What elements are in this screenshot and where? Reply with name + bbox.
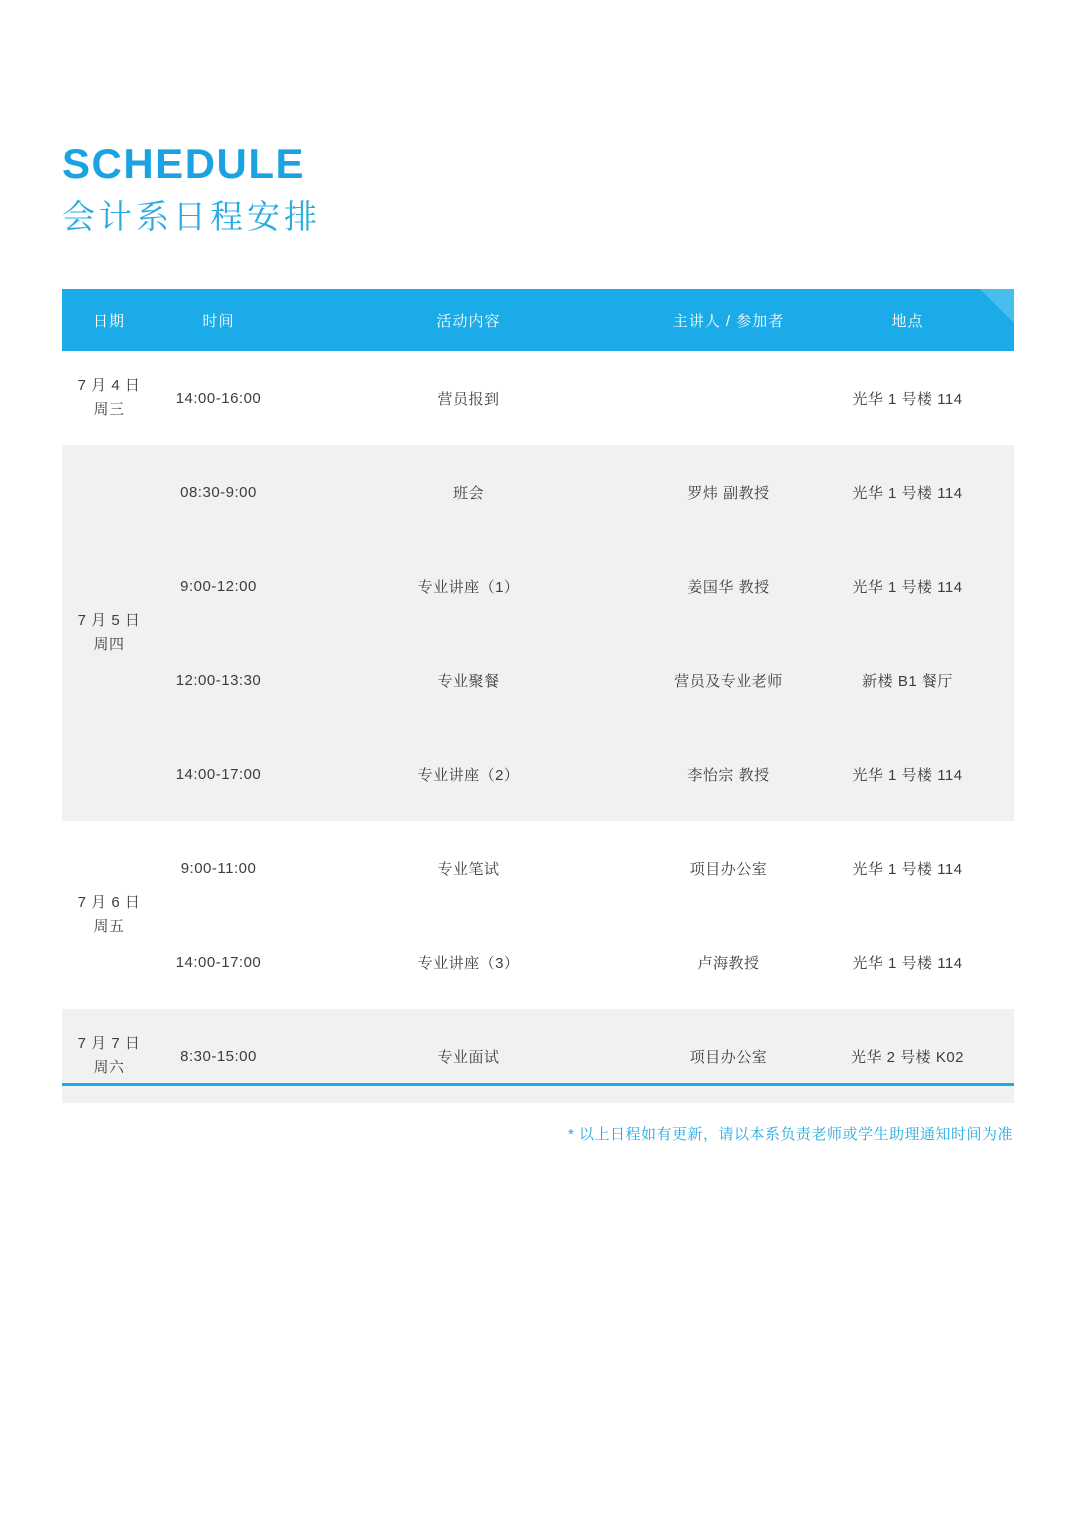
column-header-activity: 活动内容 [281,289,656,351]
table-body [62,351,1014,1103]
table-bottom-rule [62,1083,1014,1086]
table-header-row [62,289,1014,351]
cell-time: 14:00-17:00 [156,915,281,1009]
title-english: SCHEDULE [62,140,306,187]
cell-speaker: 营员及专业老师 [656,633,801,727]
column-header-location: 地点 [801,289,1014,351]
footnote: * 以上日程如有更新，请以本系负责老师或学生助理通知时间为准 [567,1126,1013,1143]
cell-activity: 专业讲座（3） [281,915,656,1009]
column-header-time: 时间 [156,289,281,351]
date-day: 7 月 6 日 [77,894,141,911]
table-row [62,1009,1014,1103]
cell-activity: 专业面试 [281,1009,656,1103]
date-weekday: 周五 [93,918,125,935]
date-day: 7 月 5 日 [77,612,141,629]
cell-time: 12:00-13:30 [156,633,281,727]
cell-speaker [656,351,801,445]
cell-location: 光华 1 号楼 114 [801,445,1014,539]
cell-date [62,445,156,821]
table-row [62,915,1014,1009]
table-row [62,351,1014,445]
cell-time: 9:00-11:00 [156,821,281,915]
cell-date [62,351,156,445]
cell-speaker: 项目办公室 [656,1009,801,1103]
date-day: 7 月 4 日 [77,377,141,394]
table-row [62,539,1014,633]
date-weekday: 周三 [93,401,125,418]
cell-location: 光华 1 号楼 114 [801,539,1014,633]
table-header [62,289,1014,351]
table-row [62,633,1014,727]
column-header-date: 日期 [62,289,156,351]
title-chinese: 会计系日程安排 [62,198,321,235]
cell-speaker: 姜国华 教授 [656,539,801,633]
date-day: 7 月 7 日 [77,1035,141,1052]
schedule-table [62,289,1014,1103]
cell-speaker: 罗炜 副教授 [656,445,801,539]
page-title [62,140,321,240]
cell-location: 光华 1 号楼 114 [801,915,1014,1009]
cell-date [62,821,156,1009]
date-weekday: 周六 [93,1059,125,1076]
cell-activity: 专业讲座（1） [281,539,656,633]
cell-activity: 专业讲座（2） [281,727,656,821]
cell-location: 光华 1 号楼 114 [801,821,1014,915]
cell-speaker: 项目办公室 [656,821,801,915]
cell-speaker: 李怡宗 教授 [656,727,801,821]
cell-activity: 专业笔试 [281,821,656,915]
cell-activity: 专业聚餐 [281,633,656,727]
cell-speaker: 卢海教授 [656,915,801,1009]
cell-time: 08:30-9:00 [156,445,281,539]
cell-location: 光华 1 号楼 114 [801,727,1014,821]
cell-location: 光华 2 号楼 K02 [801,1009,1014,1103]
cell-activity: 班会 [281,445,656,539]
cell-time: 8:30-15:00 [156,1009,281,1103]
date-weekday: 周四 [93,636,125,653]
table-row [62,821,1014,915]
cell-time: 14:00-16:00 [156,351,281,445]
cell-location: 光华 1 号楼 114 [801,351,1014,445]
cell-time: 9:00-12:00 [156,539,281,633]
column-header-speaker: 主讲人 / 参加者 [656,289,801,351]
cell-time: 14:00-17:00 [156,727,281,821]
cell-date [62,1009,156,1103]
table-row [62,445,1014,539]
cell-location: 新楼 B1 餐厅 [801,633,1014,727]
cell-activity: 营员报到 [281,351,656,445]
table-row [62,727,1014,821]
